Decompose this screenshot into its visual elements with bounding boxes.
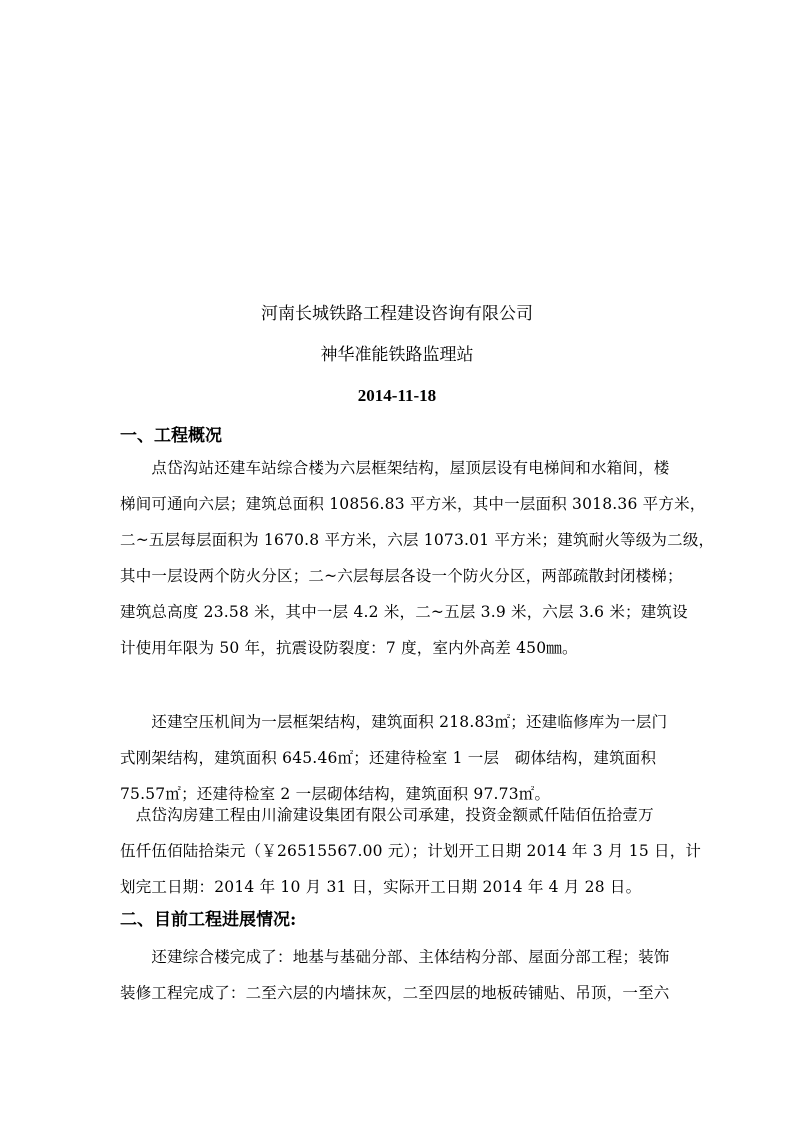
company-name: 河南长城铁路工程建设咨询有限公司 — [261, 304, 533, 324]
text-line: 还建空压机间为一层框架结构，建筑面积 218.83㎡；还建临修库为一层门 — [120, 713, 668, 731]
text-line: 装修工程完成了：二至六层的内墙抹灰，二至四层的地板砖铺贴、吊顶，一至六 — [120, 984, 670, 1002]
section1-heading: 一、工程概况 — [120, 426, 222, 446]
section1-paragraph-3 — [120, 797, 702, 905]
text-line: 二~五层每层面积为 1670.8 平方米，六层 1073.01 平方米；建筑耐火等级为二级， — [120, 531, 715, 549]
section2-heading: 二、目前工程进展情况: — [120, 910, 297, 930]
section2-paragraph-1 — [120, 939, 682, 1011]
text-line: 其中一层设两个防火分区；二~六层每层各设一个防火分区，两部疏散封闭楼梯； — [120, 567, 683, 585]
station-name: 神华准能铁路监理站 — [320, 345, 474, 365]
section1-paragraph-1 — [120, 450, 715, 666]
report-date: 2014-11-18 — [357, 386, 437, 405]
text-line: 计使用年限为 50 年，抗震设防裂度：7 度，室内外高差 450㎜。 — [120, 639, 578, 657]
text-line: 式刚架结构，建筑面积 645.46㎡；还建待检室 1 一层 砌体结构，建筑面积 — [120, 749, 657, 767]
section1-paragraph-2 — [120, 704, 682, 812]
text-line: 划完工日期：2014 年 10 月 31 日，实际开工日期 2014 年 4 月 28 日。 — [120, 878, 642, 896]
text-line: 75.57㎡；还建待检室 2 一层砌体结构，建筑面积 97.73㎡。 — [120, 785, 551, 803]
text-line: 梯间可通向六层；建筑总面积 10856.83 平方米，其中一层面积 3018.36 平方米， — [120, 495, 706, 513]
text-line: 建筑总高度 23.58 米，其中一层 4.2 米，二~五层 3.9 米，六层 3.6 米；建筑设 — [120, 603, 688, 621]
text-line: 点岱沟站还建车站综合楼为六层框架结构，屋顶层设有电梯间和水箱间，楼 — [120, 459, 670, 477]
text-line: 伍仟伍佰陆拾柒元（￥26515567.00 元）；计划开工日期 2014 年 3 月 15 日，计 — [120, 842, 702, 860]
text-line: 点岱沟房建工程由川渝建设集团有限公司承建，投资金额贰仟陆佰伍拾壹万 — [120, 806, 654, 824]
text-line: 还建综合楼完成了：地基与基础分部、主体结构分部、屋面分部工程；装饰 — [120, 948, 670, 966]
